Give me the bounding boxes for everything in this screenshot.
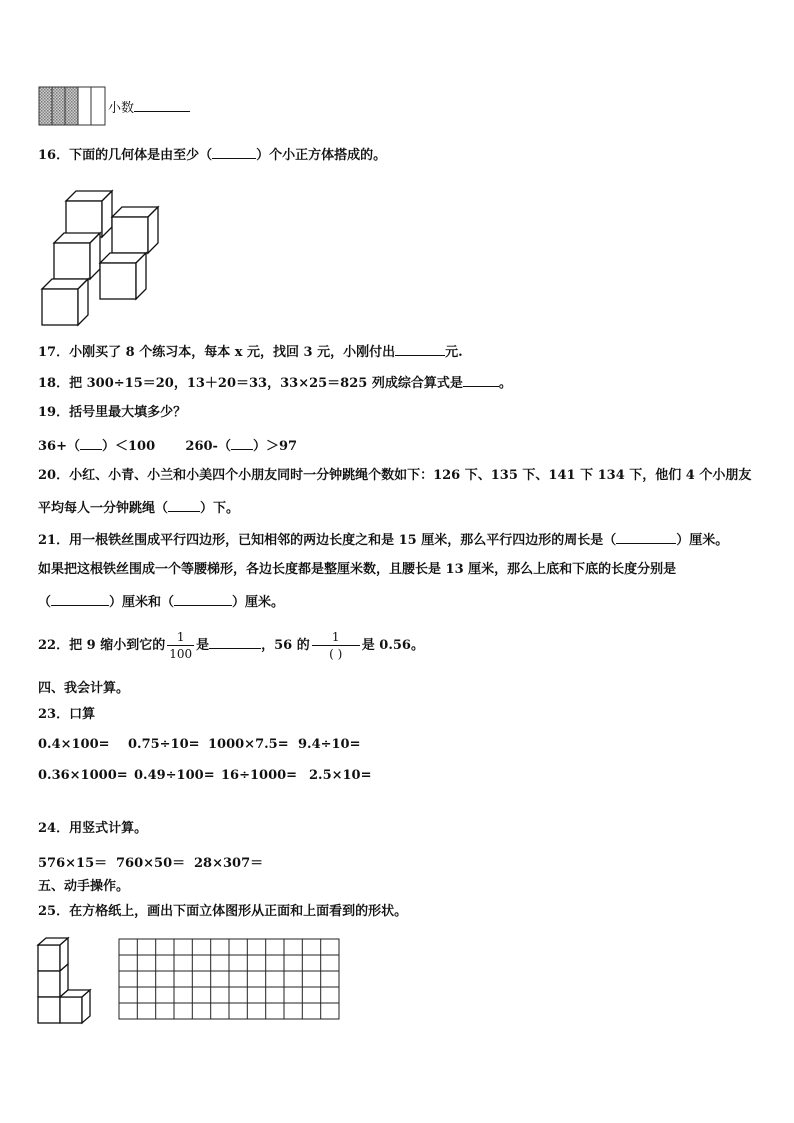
decimal-blank[interactable] [134,98,190,112]
q25-grid-paper[interactable] [118,938,342,1023]
section-5-title: 五、动手操作。 [38,879,130,894]
q20-line-2: 平均每人一分钟跳绳（ ）下。 [38,498,239,518]
question-17: 17．小刚买了 8 个练习本，每本 x 元，找回 3 元，小刚付出 元. [38,342,463,362]
q20-blank[interactable] [168,498,200,512]
q22-blank-2[interactable]: ( ) [329,646,343,661]
calc-item: 28×307＝ [194,856,264,871]
fraction-unknown-denominator: $\frac{1}{( )}$ [312,630,360,662]
q17-blank[interactable] [395,342,445,356]
q21-blank-1[interactable] [616,530,676,544]
q21-blank-2[interactable] [51,592,109,606]
q16-blank[interactable] [212,145,256,159]
calc-item: 0.4×100= [38,737,110,752]
calc-item: 9.4÷10= [298,737,361,752]
calc-item: 16÷1000= [221,768,298,783]
calc-item: 0.36×1000= [38,768,128,783]
decimal-shading-figure [38,86,108,128]
q21-line-2: 如果把这根铁丝围成一个等腰梯形，各边长度都是整厘米数，且腰长是 13 厘米，那么上底和下底的长度分别是 [38,562,677,577]
calc-item: 1000×7.5= [208,737,289,752]
calc-item: 0.49÷100= [134,768,215,783]
q16-cube-stack-figure [38,185,163,330]
question-21: 21．用一根铁丝围成平行四边形，已知相邻的两边长度之和是 15 厘米，那么平行四边形的周长是（ ）厘米。 [38,530,728,550]
question-24: 24．用竖式计算。 [38,821,148,836]
section-4-title: 四、我会计算。 [38,681,130,696]
question-23: 23．口算 [38,707,96,722]
q18-blank[interactable] [463,373,499,387]
q19-expressions: 36+（ ）＜100 260-（ ）＞97 [38,436,297,456]
decimal-label: 小数 [108,101,135,116]
q19-blank-2[interactable] [231,436,253,450]
calc-item: 2.5×10= [309,768,372,783]
decimal-answer-line [108,98,190,118]
q25-cube-figure [36,935,94,1027]
q19-blank-1[interactable] [80,436,102,450]
question-19: 19．括号里最大填多少？ [38,405,187,420]
question-22: 22．把 9 缩小到它的 $\frac{1}{100}$ 是 ，56 的 $\frac{1}{( )}$ 是 0.56。 [38,629,424,661]
fraction-one-hundredth: $\frac{1}{100}$ [169,629,193,661]
question-16: 16．下面的几何体是由至少（ ）个小正方体搭成的。 [38,145,386,165]
question-25: 25．在方格纸上，画出下面立体图形从正面和上面看到的形状。 [38,904,408,919]
calc-item: 760×50＝ [116,856,186,871]
q21-line-3: （ ）厘米和（ ）厘米。 [38,592,284,612]
calc-item: 576×15＝ [38,856,108,871]
question-20: 20．小红、小青、小兰和小美四个小朋友同时一分钟跳绳个数如下：126 下、135 下、141 下 134 下，他们 4 个小朋友 [38,468,752,483]
calc-item: 0.75÷10= [128,737,200,752]
q21-blank-3[interactable] [174,592,232,606]
q22-blank-1[interactable] [209,635,261,649]
question-18: 18．把 300÷15＝20，13＋20＝33，33×25＝825 列成综合算式是 。 [38,373,512,393]
